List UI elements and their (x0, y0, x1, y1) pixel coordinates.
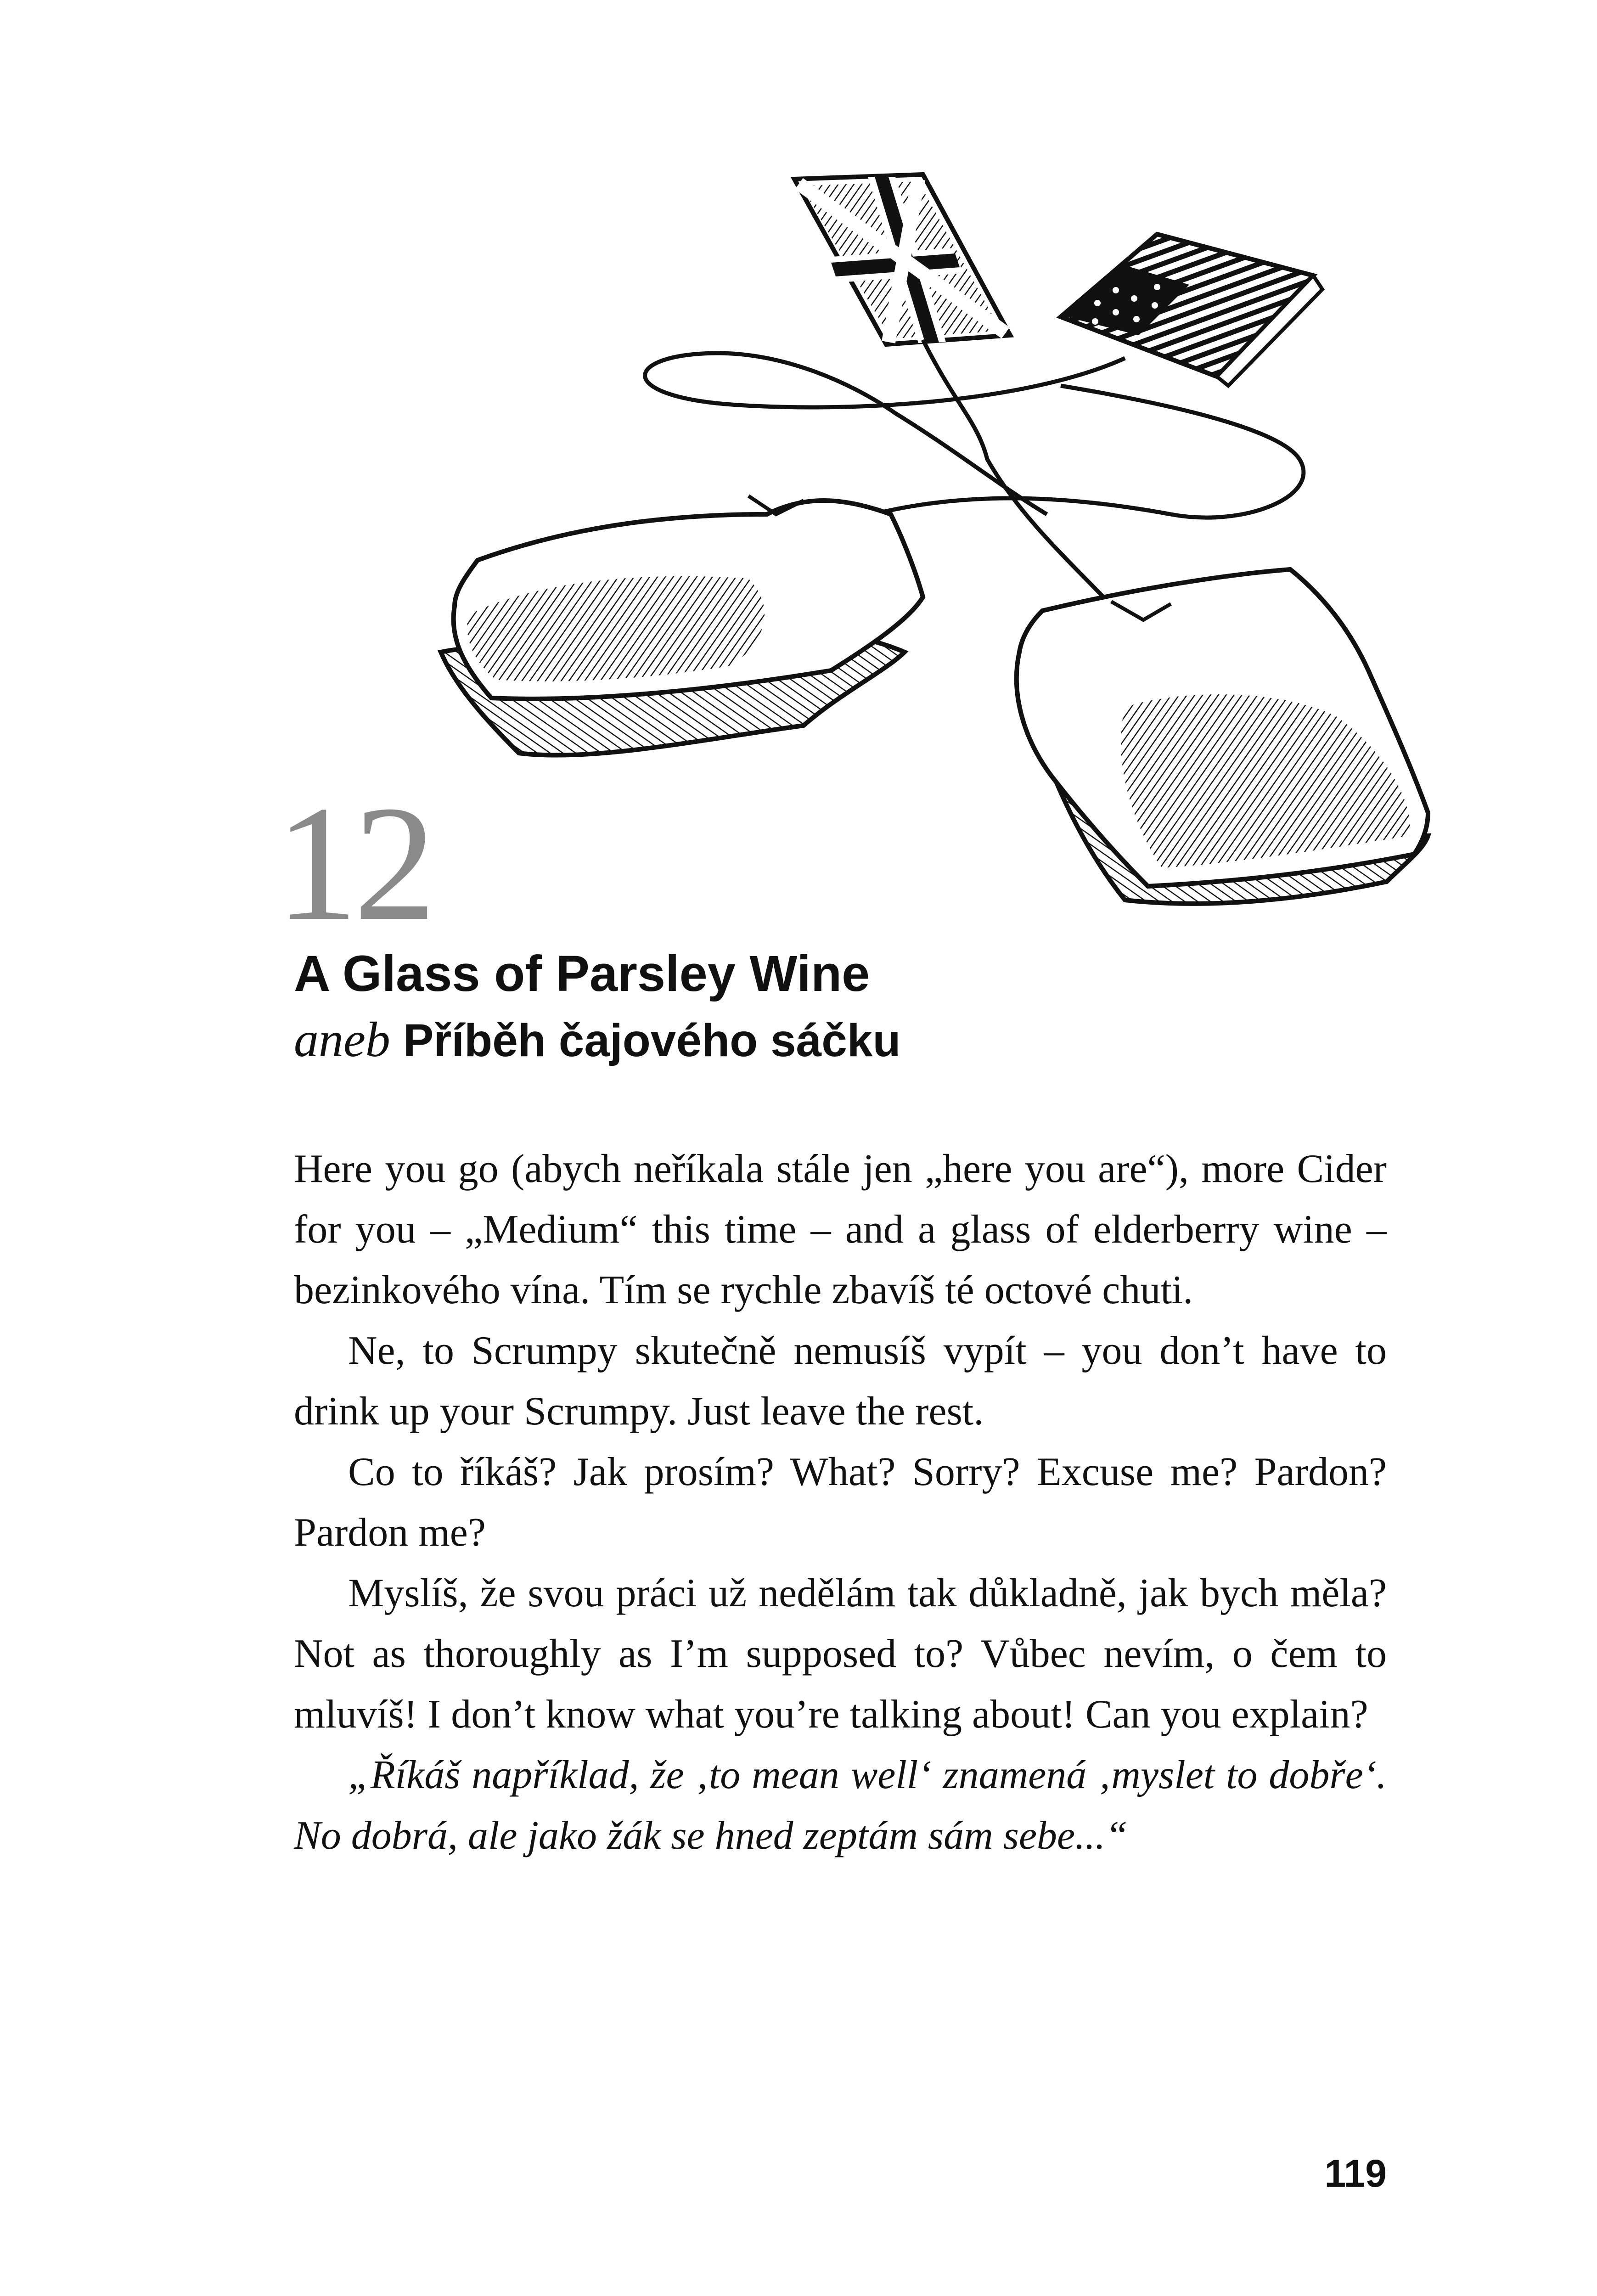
tea-bag-icon (1017, 569, 1428, 904)
paragraph: Myslíš, že svou práci už nedělám tak důkladně, jak bych měla? Not as thoroughly as I’m supposed to? Vůbec nevím, o čem to mluvíš! I don’t know what you’re talking about! Can you explain? (294, 1571, 1387, 1737)
subtitle-text: Příběh čajového sáčku (403, 1015, 901, 1066)
chapter-number: 12 (276, 771, 432, 955)
us-flag-tea-tag-icon (1061, 234, 1322, 386)
tea-bags-illustration (427, 165, 1483, 974)
paragraph: Ne, to Scrumpy skutečně nemusíš vypít – you don’t have to drink up your Scrumpy. Just leave the rest. (294, 1328, 1387, 1434)
chapter-title: A Glass of Parsley Wine (294, 945, 870, 1002)
paragraph: Here you go (abych neříkala stále jen „here you are“), more Cider for you – „Medium“ this time – and a glass of elderberry wine – bezinkového vína. Tím se rychle zbavíš té octové chuti. (294, 1147, 1387, 1312)
paragraph-quote: „Říkáš například, že ‚to mean well‘ znamená ‚myslet to dobře‘. No dobrá, ale jako žák se hned zeptám sám sebe...“ (294, 1753, 1387, 1858)
body-text (294, 1139, 1387, 1866)
subtitle-connector: aneb (294, 1013, 390, 1067)
paragraph: Co to říkáš? Jak prosím? What? Sorry? Excuse me? Pardon? Pardon me? (294, 1450, 1387, 1555)
tea-bag-icon (441, 496, 923, 755)
chapter-subtitle (294, 1010, 901, 1070)
union-jack-tea-tag-icon (794, 174, 1010, 344)
page-number: 119 (1324, 2152, 1387, 2195)
